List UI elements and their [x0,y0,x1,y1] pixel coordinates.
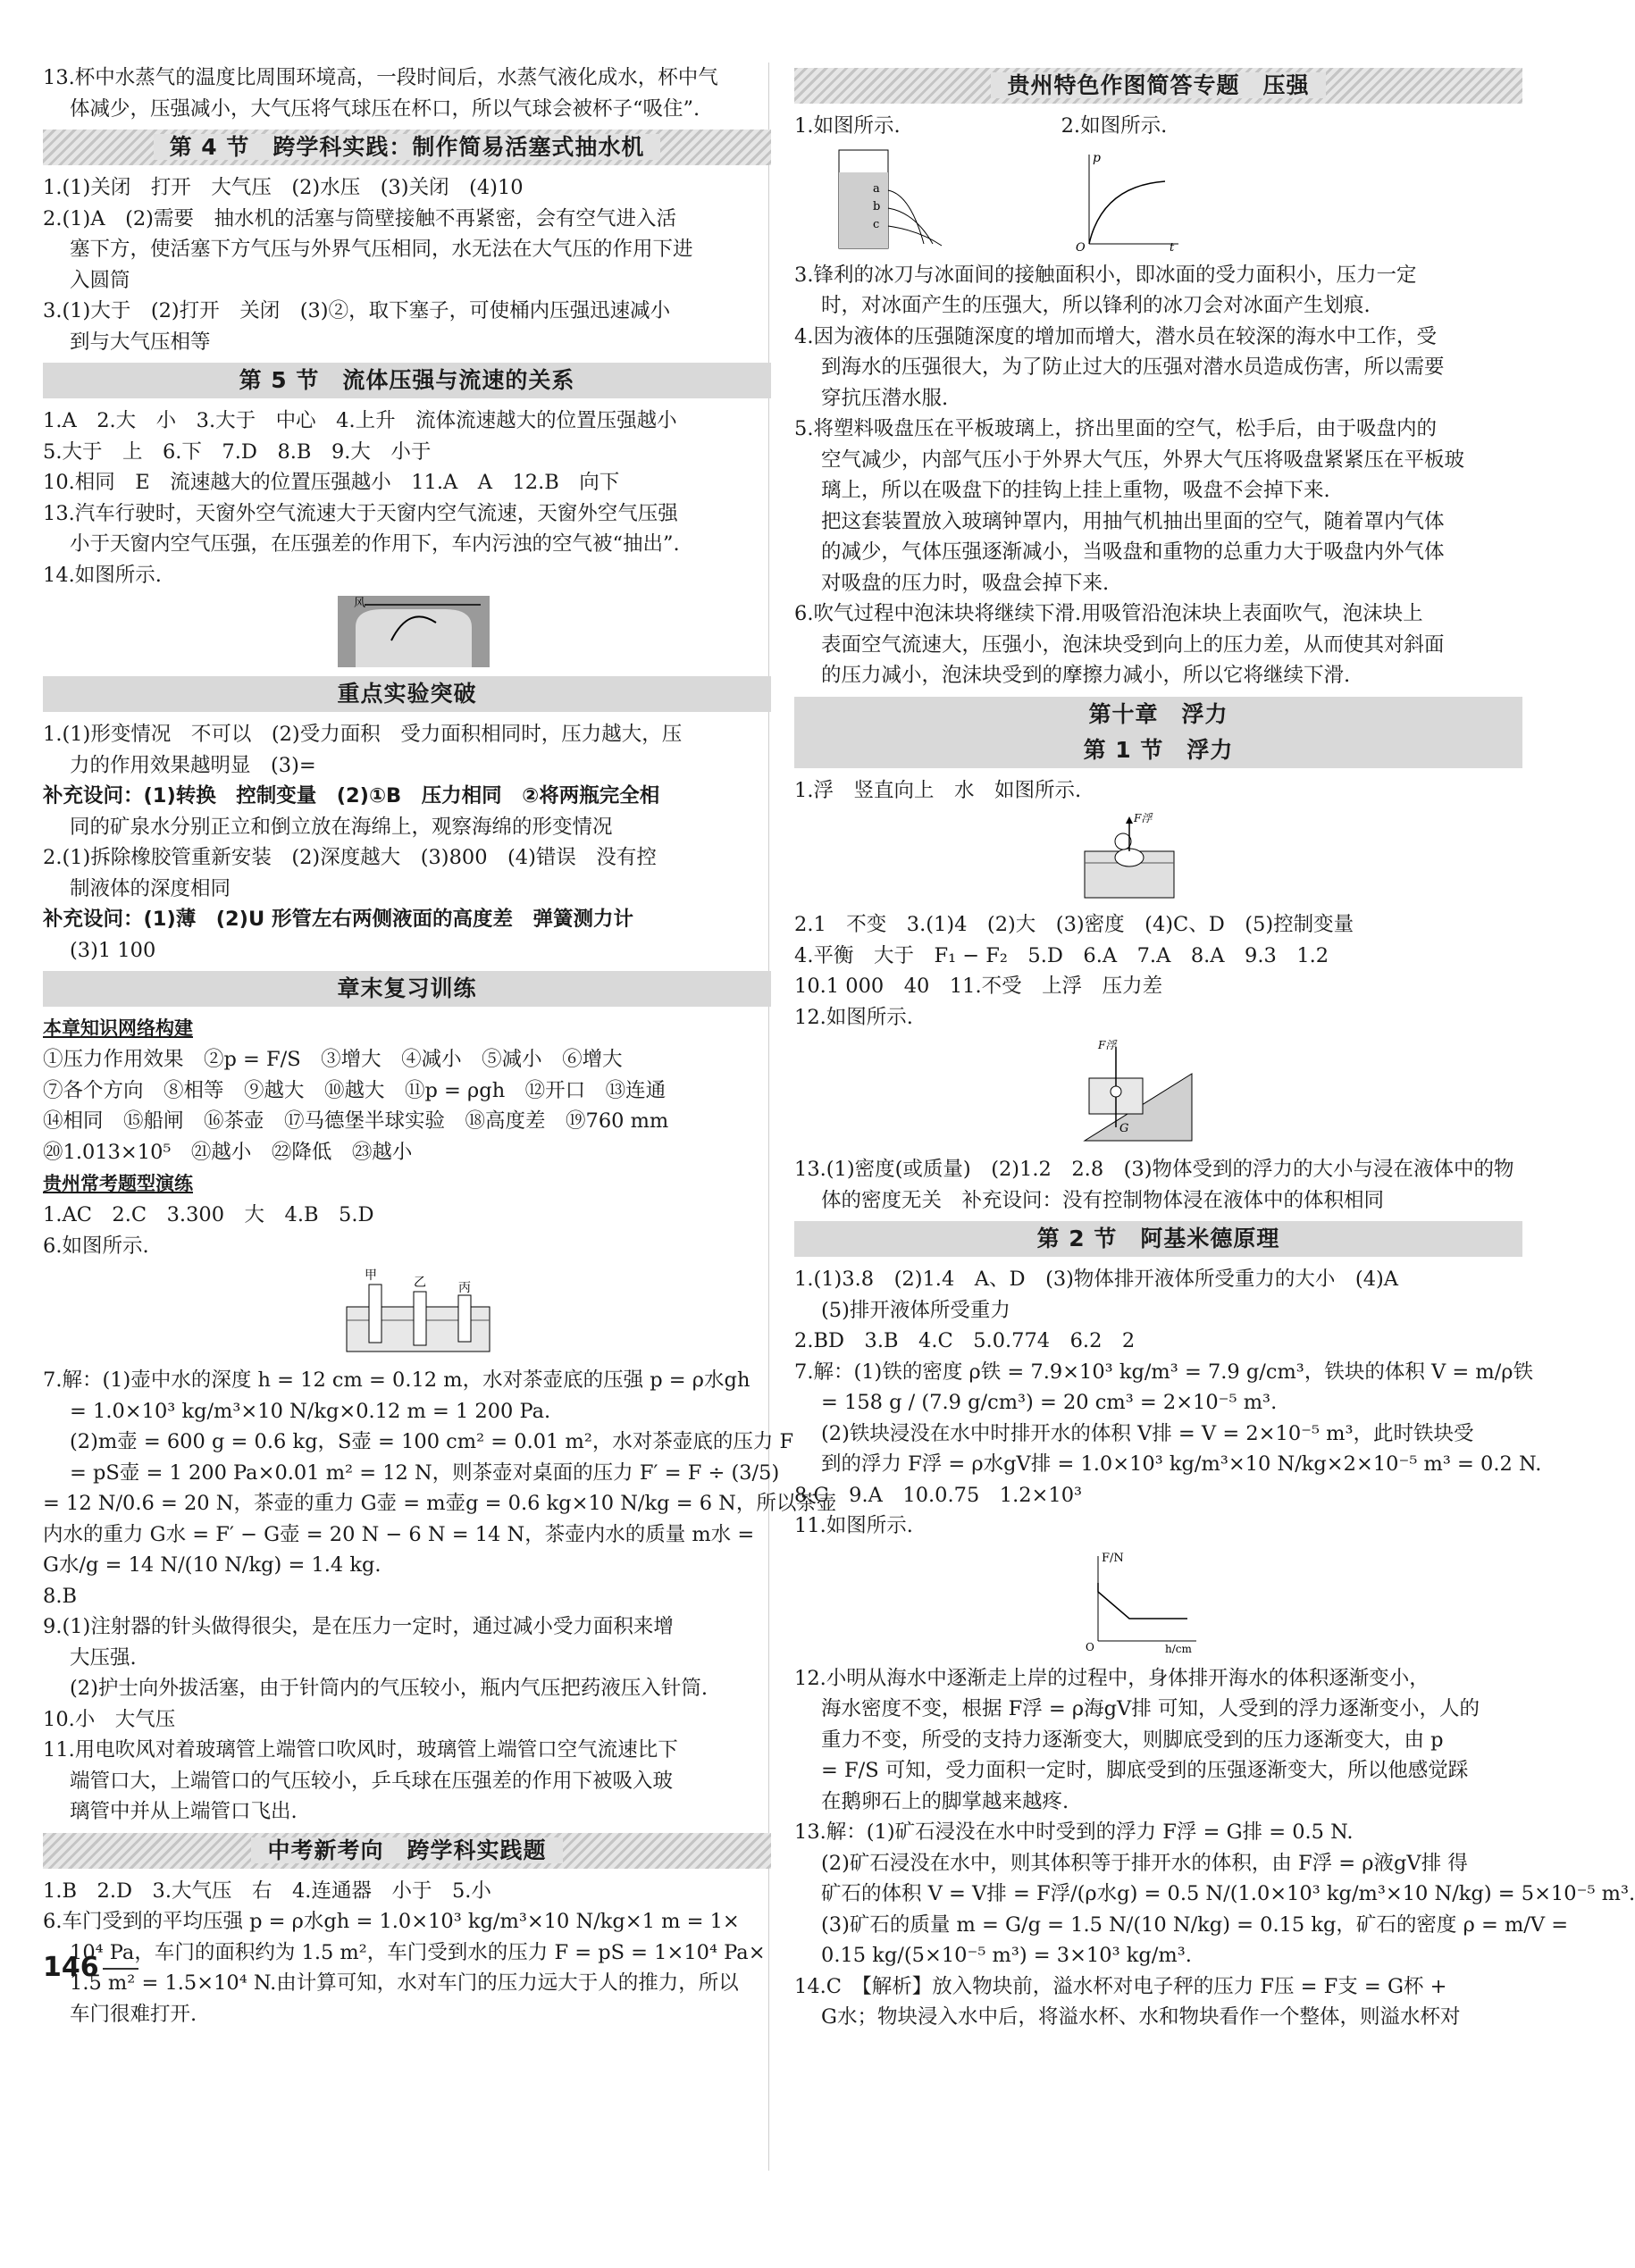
heading-text: 章末复习训练 [321,975,492,1001]
text-line: 把这套装置放入玻璃钟罩内，用抽气机抽出里面的空气，随着罩内气体 [821,509,1445,533]
label-f-buoy: F浮 [1134,812,1153,824]
text-line: ⑦各个方向 ⑧相等 ⑨越大 ⑩越大 ⑪p = ρgh ⑫开口 ⑬连通 [43,1078,667,1102]
text-line: 空气减少，内部气压小于外界大气压，外界大气压将吸盘紧紧压在平板玻 [821,448,1465,472]
pressure-time-graph [1071,146,1187,253]
heading-text: 第 5 节 流体压强与流速的关系 [223,367,591,393]
text-line: = 1.0×10³ kg/m³×10 N/kg×0.12 m = 1 200 Pa. [70,1399,551,1423]
text-line: 力的作用效果越明显 (3)= [70,753,316,777]
label-bing: 丙 [458,1281,471,1295]
text-line: 璃上，所以在吸盘下的挂钩上挂上重物，吸盘不会掉下来. [821,479,1330,502]
text-line: 6.车门受到的平均压强 p = ρ水gh = 1.0×10³ kg/m³×10 N/kg×1 m = 1× [43,1910,740,1933]
text-line: 璃管中并从上端管口飞出. [70,1800,298,1823]
text-line: 1.(1)形变情况 不可以 (2)受力面积 受力面积相同时，压力越大，压 [43,723,683,746]
text-line: (2)护士向外拔活塞，由于针筒内的气压较小，瓶内气压把药液压入针筒. [70,1677,708,1700]
text-line: 14.如图所示. [43,563,162,587]
text-line: 13.解：(1)矿石浸没在水中时受到的浮力 F浮 = G排 = 0.5 N. [794,1820,1354,1844]
text-line: 12.小明从海水中逐渐走上岸的过程中，身体排开海水的体积逐渐变小， [794,1666,1430,1690]
text-line: 1.A 2.大 小 3.大于 中心 4.上升 流体流速越大的位置压强越小 [43,409,677,432]
text-line: 11.用电吹风对着玻璃管上端管口吹风时，玻璃管上端管口空气流速比下 [43,1738,678,1762]
text-line: = pS壶 = 1 200 Pa×0.01 m² = 12 N，则茶壶对桌面的压力 F′ = F ÷ (3/5) [70,1460,780,1485]
page-number: 146 [43,1952,138,1983]
text-line: 到的浮力 F浮 = ρ水gV排 = 1.0×10³ kg/m³×10 N/kg×2×10⁻⁵ m³ = 0.2 N. [821,1452,1542,1476]
chapter-heading [794,697,1522,732]
text-line: 8.C 9.A 10.0.75 1.2×10³ [794,1483,1083,1507]
text-line: 1.5 m² = 1.5×10⁴ N.由计算可知，水对车门的压力远大于人的推力，所以 [70,1971,739,1995]
label-c: c [873,217,880,231]
text-line: 表面空气流速大，压强小，泡沫块受到向上的压力差，从而使其对斜面 [821,632,1445,657]
text-line: 10.相同 E 流速越大的位置压强越小 11.A A 12.B 向下 [43,471,620,494]
label-fn: F/N [1102,1551,1124,1565]
section-4-body [43,172,771,357]
label-f-buoy: F浮 [1098,1039,1117,1051]
text-line: (3)1 100 [70,938,156,962]
text-line: 同的矿泉水分别正立和倒立放在海绵上，观察海绵的形变情况 [70,815,613,839]
text-line: 小于天窗内空气压强，在压强差的作用下，车内污浊的空气被“抽出”. [70,532,680,556]
connected-vessels-figure [338,1267,771,1356]
exam-body [43,1876,771,2030]
heading-text: 第十章 浮力 [1072,701,1244,727]
text-line: 1.浮 竖直向上 水 如图所示. [794,778,1082,802]
text-line: 对吸盘的压力时，吸盘会掉下来. [821,571,1110,595]
text-line: 体减少，压强减小，大气压将气球压在杯口，所以气球会被杯子“吸住”. [70,96,700,121]
label-origin: O [1076,240,1086,255]
text-line: 补充设问：(1)转换 控制变量 (2)①B 压力相同 ②将两瓶完全相 [43,784,660,808]
text-line: 7.解：(1)壶中水的深度 h = 12 cm = 0.12 m，水对茶壶底的压强 p = ρ水gh [43,1368,750,1392]
heading-text: 重点实验突破 [321,681,492,707]
heading-text: 第 2 节 阿基米德原理 [1021,1226,1296,1251]
text-line: 6.吹气过程中泡沫块将继续下滑.用吸管沿泡沫块上表面吹气，泡沫块上 [794,602,1423,625]
text-line: 5.将塑料吸盘压在平板玻璃上，挤出里面的空气，松手后，由于吸盘内的 [794,417,1437,440]
label-yi: 乙 [414,1276,426,1290]
text-line: 4.平衡 大于 F₁ − F₂ 5.D 6.A 7.A 8.A 9.3 1.2 [794,943,1329,967]
experiments-body [43,719,771,966]
water-container-figure [821,146,946,253]
text-line: 5.大于 上 6.下 7.D 8.B 9.大 小于 [43,439,432,464]
intro-block [43,63,771,124]
incline-buoyancy-figure [1080,1038,1522,1145]
text-line: 8.B [43,1584,78,1608]
text-line: 3.锋利的冰刀与冰面间的接触面积小，即冰面的受力面积小，压力一定 [794,263,1417,287]
label-hcm: h/cm [1165,1642,1192,1655]
special-answers [794,260,1522,691]
heading-text: 贵州特色作图简答专题 压强 [991,72,1325,98]
text-line: 4.因为液体的压强随深度的增加而增大，潜水员在较深的海水中工作，受 [794,324,1437,348]
special-figures [821,146,1522,253]
text-line: 1.AC 2.C 3.300 大 4.B 5.D [43,1203,374,1226]
section-heading-experiments [43,676,771,712]
subheading: 贵州常考题型演练 [43,1173,193,1194]
text-line: 端管口大，上端管口的气压较小，乒乓球在压强差的作用下被吸入玻 [70,1769,674,1793]
text-line: 13.杯中水蒸气的温度比周围环境高，一段时间后，水蒸气液化成水，杯中气 [43,66,718,89]
text-line: 时，对冰面产生的压强大，所以锋利的冰刀会对冰面产生划痕. [821,294,1371,317]
right-column [794,63,1635,2033]
text-line: 2.1 不变 3.(1)4 (2)大 (3)密度 (4)C、D (5)控制变量 [794,913,1354,936]
text-line: 10.1 000 40 11.不受 上浮 压力差 [794,975,1163,998]
section-heading-review [43,971,771,1007]
text-line: 制液体的深度相同 [70,876,231,900]
label-t: t [1170,240,1175,255]
section-heading-5 [43,363,771,398]
section-heading-guizhou-special [794,68,1522,104]
section-10-2-body [794,1264,1635,2033]
label-jia: 甲 [365,1268,377,1283]
heading-text: 第 1 节 浮力 [1068,737,1250,763]
sunroof-airflow-figure [338,596,771,667]
text-line: ①压力作用效果 ②p = F/S ③增大 ④减小 ⑤减小 ⑥增大 [43,1048,623,1071]
text-line: 体的密度无关 补充设问：没有控制物体浸在液体中的体积相同 [821,1188,1385,1212]
text-line: 0.15 kg/(5×10⁻⁵ m³) = 3×10³ kg/m³. [821,1944,1192,1967]
text-line: 塞下方，使活塞下方气压与外界气压相同，水无法在大气压的作用下进 [70,238,693,261]
text-line: 到与大气压相等 [70,330,211,354]
text-line: 内水的重力 G水 = F′ − G壶 = 20 N − 6 N = 14 N，茶壶内水的质量 m水 = [43,1522,755,1546]
heading-text: 中考新考向 跨学科实践题 [251,1837,562,1863]
text-line: 1.(1)3.8 (2)1.4 A、D (3)物体排开液体所受重力的大小 (4)A [794,1268,1399,1291]
left-column [43,63,837,2029]
wind-label: 风 [354,597,366,610]
text-line: 6.如图所示. [43,1234,149,1258]
section-heading-10-2 [794,1221,1522,1257]
text-line: 的减少，气体压强逐渐减小，当吸盘和重物的总重力大于吸盘内外气体 [821,540,1445,564]
text-line: 3.(1)大于 (2)打开 关闭 (3)②，取下塞子，可使桶内压强迅速减小 [43,299,671,322]
text-line: 的压力减小，泡沫块受到的摩擦力减小，所以它将继续下滑. [821,664,1351,687]
text-line: 重力不变，所受的支持力逐渐变大，则脚底受到的压力逐渐变大，由 p [821,1728,1444,1752]
text-line: G水/g = 14 N/(10 N/kg) = 1.4 kg. [43,1553,382,1577]
text-line: 10.小 大气压 [43,1707,176,1731]
section-5-body [43,406,771,667]
text-line: 2.(1)拆除橡胶管重新安装 (2)深度越大 (3)800 (4)错误 没有控 [43,846,657,869]
label-b: b [873,199,881,213]
text-line: 12.如图所示. [794,1005,913,1029]
text-line: 13.汽车行驶时，天窗外空气流速大于天窗内空气流速，天窗外空气压强 [43,501,678,525]
text-line: 14.C 【解析】放入物块前，溢水杯对电子秤的压力 F压 = F支 = G杯 + [794,1974,1447,1998]
text-line: 入圆筒 [70,268,130,292]
text-line: 1.(1)关闭 打开 大气压 (2)水压 (3)关闭 (4)10 [43,176,524,199]
force-depth-graph [1080,1547,1522,1654]
text-line: 9.(1)注射器的针头做得很尖，是在压力一定时，通过减小受力面积来增 [43,1615,674,1638]
text-line: = F/S 可知，受力面积一定时，脚底受到的压强逐渐变大，所以他感觉踩 [821,1759,1469,1782]
text-line: 海水密度不变，根据 F浮 = ρ海gV排 可知，人受到的浮力逐渐变小，人的 [821,1697,1480,1720]
text-line: 13.(1)密度(或质量) (2)1.2 2.8 (3)物体受到的浮力的大小与浸在液体中的物 [794,1158,1514,1181]
text-line: (3)矿石的质量 m = G/g = 1.5 N/(10 N/kg) = 0.15 kg，矿石的密度 ρ = m/V = [821,1912,1569,1937]
text-line: 1.如图所示. 2.如图所示. [794,114,1168,138]
section-10-1-body [794,775,1522,1217]
text-line: 1.B 2.D 3.大气压 右 4.连通器 小于 5.小 [43,1879,491,1903]
text-line: 补充设问：(1)薄 (2)U 形管左右两侧液面的高度差 弹簧测力计 [43,908,634,931]
text-line: 2.(1)A (2)需要 抽水机的活塞与筒壁接触不再紧密，会有空气进入活 [43,206,676,230]
text-line: 2.BD 3.B 4.C 5.0.774 6.2 2 [794,1329,1136,1352]
label-g: G [1119,1122,1129,1135]
text-line: 11.如图所示. [794,1514,913,1537]
subheading: 本章知识网络构建 [43,1017,193,1039]
section-heading-exam [43,1833,771,1869]
heading-text: 第 4 节 跨学科实践：制作简易活塞式抽水机 [154,134,661,160]
text-line: (2)矿石浸没在水中，则其体积等于排开水的体积，由 F浮 = ρ液gV排 得 [821,1851,1468,1875]
text-line: = 12 N/0.6 = 20 N，茶壶的重力 G壶 = m壶g = 0.6 kg×10 N/kg = 6 N，所以茶壶 [43,1492,837,1515]
text-line: ⑳1.013×10⁵ ㉑越小 ㉒降低 ㉓越小 [43,1140,413,1164]
section-heading-10-1 [794,732,1522,768]
duck-buoyancy-figure [1080,811,1522,900]
text-line: 车门很难打开. [70,2002,197,2026]
label-p: p [1093,150,1101,165]
text-line: ⑭相同 ⑮船闸 ⑯茶壶 ⑰马德堡半球实验 ⑱高度差 ⑲760 mm [43,1109,669,1133]
text-line: 10⁴ Pa，车门的面积约为 1.5 m²，车门受到水的压力 F = pS = 1×10⁴ Pa× [70,1940,766,1964]
text-line: 矿石的体积 V = V排 = F浮/(ρ水g) = 0.5 N/(1.0×10³ kg/m³×10 N/kg) = 5×10⁻⁵ m³. [821,1882,1635,1905]
text-line: (2)m壶 = 600 g = 0.6 kg，S壶 = 100 cm² = 0.01 m²，水对茶壶底的压力 F [70,1430,794,1453]
text-line: 7.解：(1)铁的密度 ρ铁 = 7.9×10³ kg/m³ = 7.9 g/cm³，铁块的体积 V = m/ρ铁 [794,1360,1534,1384]
text-line: 大压强. [70,1645,137,1670]
section-heading-4 [43,130,771,165]
text-line: = 158 g / (7.9 g/cm³) = 20 cm³ = 2×10⁻⁵ m³. [821,1391,1278,1414]
text-line: (2)铁块浸没在水中时排开水的体积 V排 = V = 2×10⁻⁵ m³，此时铁块受 [821,1421,1474,1445]
label-origin: O [1086,1640,1094,1653]
text-line: 在鹅卵石上的脚掌越来越疼. [821,1789,1069,1813]
text-line: 到海水的压强很大，为了防止过大的压强对潜水员造成伤害，所以需要 [821,356,1445,379]
text-line: (5)排开液体所受重力 [821,1298,1010,1322]
label-a: a [873,181,880,196]
review-body [43,1014,837,1828]
text-line: G水；物块浸入水中后，将溢水杯、水和物块看作一个整体，则溢水杯对 [821,2005,1461,2029]
text-line: 穿抗压潜水服. [821,386,949,410]
